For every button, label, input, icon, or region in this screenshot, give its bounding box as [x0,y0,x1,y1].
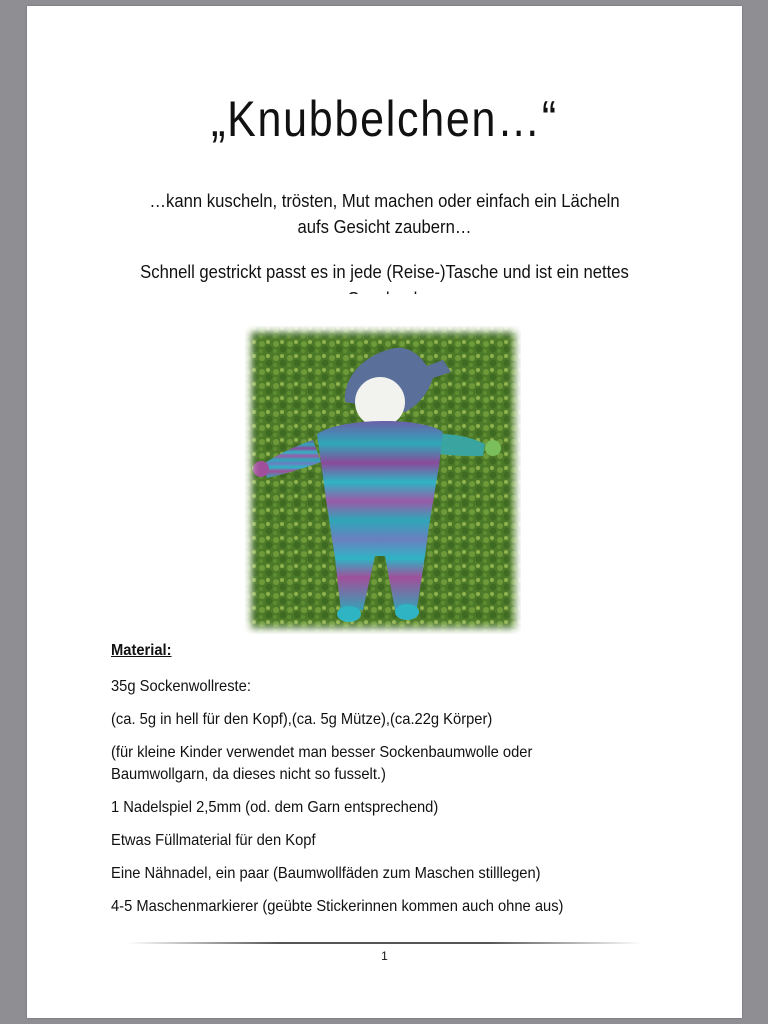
knitted-doll-photo [245,326,521,634]
material-item: (für kleine Kinder verwendet man besser Sockenbaumwolle oder Baumwollgarn, da dieses nicht so fusselt.) [111,744,533,783]
document-page [27,6,742,1018]
material-item: Etwas Füllmaterial für den Kopf [111,832,316,849]
photo-frame [217,294,552,664]
subtitle-line-1: …kann kuscheln, trösten, Mut machen oder einfach ein Lächeln [149,190,620,211]
tagline-line-1: Schnell gestrickt passt es in jede (Reise-)Tasche und ist ein nettes [140,261,629,282]
page-number: 1 [381,949,388,963]
material-item: Eine Nähnadel, ein paar (Baumwollfäden zum Maschen stilllegen) [111,865,541,882]
document-title: „Knubbelchen…“ [211,91,558,147]
material-item: 1 Nadelspiel 2,5mm (od. dem Garn entsprechend) [111,799,439,816]
material-list [111,676,671,929]
subtitle-line-2: aufs Gesicht zaubern… [297,216,472,237]
material-item: 35g Sockenwollreste: [111,678,251,695]
subtitle [117,188,653,240]
doll-illustration [245,326,521,634]
material-heading: Material: [111,642,172,659]
footer-divider [127,942,642,944]
material-item: (ca. 5g in hell für den Kopf),(ca. 5g Mütze),(ca.22g Körper) [111,711,493,728]
material-item: 4-5 Maschenmarkierer (geübte Stickerinnen kommen auch ohne aus) [111,898,564,915]
